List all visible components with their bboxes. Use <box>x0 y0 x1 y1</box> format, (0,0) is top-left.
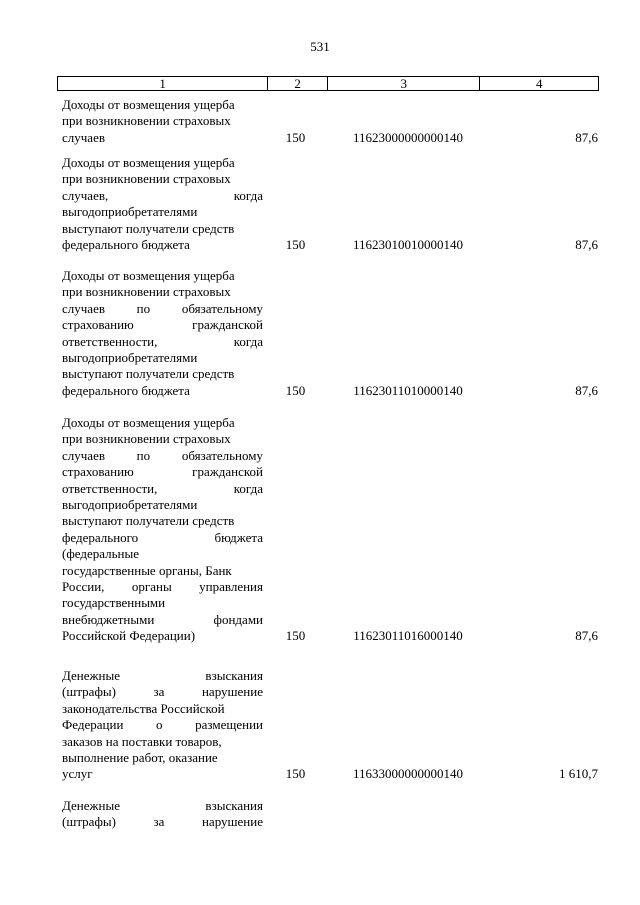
row-description <box>57 155 263 253</box>
description-line: выполнение работ, оказание <box>62 750 218 766</box>
row-description <box>57 97 263 146</box>
column-header-3: 3 <box>327 77 479 90</box>
description-line: Доходы от возмещения ущерба <box>62 97 235 112</box>
row-code: 150 <box>285 766 306 782</box>
row-description <box>57 415 263 645</box>
description-line: ответственности, когда <box>62 480 263 496</box>
description-line: выгодоприобретателями <box>62 204 198 220</box>
page-number: 531 <box>310 39 330 54</box>
description-line: при возникновении страховых <box>62 171 231 187</box>
row-code: 150 <box>285 237 306 253</box>
description-line: выступают получатели средств <box>62 366 235 382</box>
description-line: Доходы от возмещения ущерба <box>62 268 235 283</box>
row-kbk: 11623011016000140 <box>353 628 463 644</box>
row-kbk: 11633000000000140 <box>352 766 464 782</box>
description-line: страхованию гражданской <box>62 317 263 333</box>
column-header-2: 2 <box>267 77 327 90</box>
table-row <box>57 97 599 146</box>
description-line: законодательства Российской <box>62 700 225 716</box>
description-line: России, органы управления <box>62 579 263 595</box>
description-line: внебюджетными фондами <box>62 611 263 627</box>
description-line: услуг <box>62 766 93 782</box>
description-line: случаев, когда <box>62 187 263 203</box>
table-row <box>57 798 599 831</box>
row-kbk: 11623010010000140 <box>352 237 464 253</box>
description-line: (штрафы) за нарушение <box>62 814 263 830</box>
row-amount: 87,6 <box>575 628 598 644</box>
row-code: 150 <box>285 382 306 398</box>
row-description <box>57 268 263 399</box>
description-line: при возникновении страховых <box>62 431 231 447</box>
description-line: государственными <box>62 595 166 611</box>
row-amount: 87,6 <box>575 237 598 253</box>
description-line: федерального бюджета <box>62 529 263 545</box>
column-header-1: 1 <box>159 76 166 91</box>
row-code: 150 <box>285 628 306 644</box>
description-line: (федеральные <box>62 546 139 562</box>
table-row <box>57 155 599 253</box>
description-line: случаев по обязательному <box>62 447 263 463</box>
description-line: выступают получатели средств <box>62 220 235 236</box>
description-line: федерального бюджета <box>62 237 190 253</box>
description-line: государственные органы, Банк <box>62 562 232 578</box>
description-line: Доходы от возмещения ущерба <box>62 415 235 430</box>
row-amount: 87,6 <box>575 382 598 398</box>
table-header <box>57 76 599 91</box>
column-header-4: 4 <box>479 77 598 90</box>
description-line: Федерации о размещении <box>62 717 263 733</box>
row-description <box>57 668 263 783</box>
row-amount: 1 610,7 <box>559 766 598 782</box>
description-line: выступают получатели средств <box>62 513 235 529</box>
description-line: при возникновении страховых <box>62 284 231 300</box>
description-line: при возникновении страховых <box>62 113 231 129</box>
description-line: выгодоприобретателями <box>62 350 198 366</box>
table-row <box>57 415 599 645</box>
description-line: федерального бюджета <box>62 382 190 398</box>
description-line: ответственности, когда <box>62 333 263 349</box>
description-line: Российской Федерации) <box>62 628 196 644</box>
description-line: случаев <box>62 129 105 145</box>
table-row <box>57 268 599 399</box>
row-description <box>57 798 263 831</box>
description-line: страхованию гражданской <box>62 464 263 480</box>
description-line: выгодоприобретателями <box>62 497 198 513</box>
description-line: Доходы от возмещения ущерба <box>62 155 235 170</box>
description-line: Денежные взыскания <box>62 798 263 813</box>
description-line: случаев по обязательному <box>62 300 263 316</box>
description-line: Денежные взыскания <box>62 668 263 683</box>
row-amount: 87,6 <box>575 129 598 145</box>
table-row <box>57 668 599 783</box>
row-kbk: 11623011010000140 <box>353 382 463 398</box>
row-kbk: 11623000000000140 <box>352 129 464 145</box>
description-line: (штрафы) за нарушение <box>62 684 263 700</box>
description-line: заказов на поставки товаров, <box>62 733 222 749</box>
row-code: 150 <box>285 129 306 145</box>
